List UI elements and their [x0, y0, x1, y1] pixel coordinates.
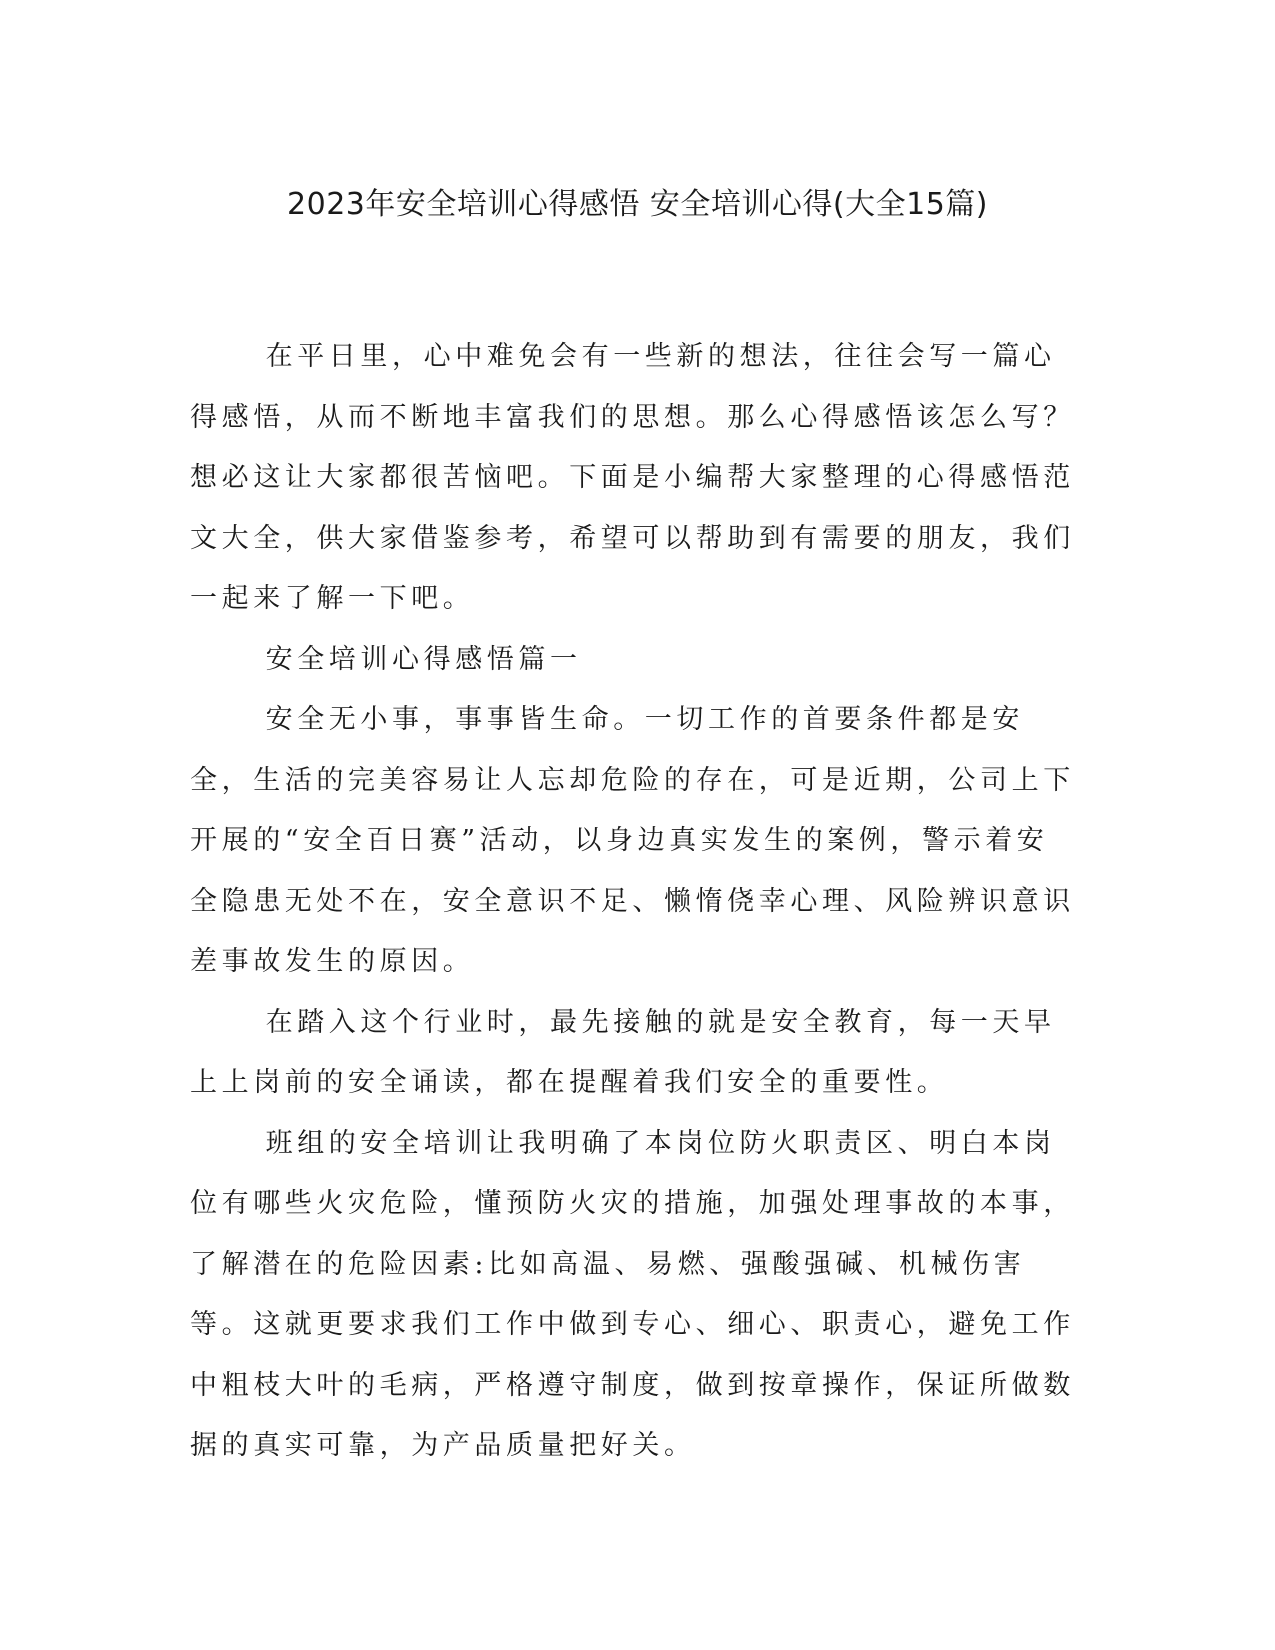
body-paragraph: 班组的安全培训让我明确了本岗位防火职责区、明白本岗位有哪些火灾危险，懂预防火灾的措施，加强处理事故的本事，了解潜在的危险因素:比如高温、易燃、强酸强碱、机械伤害等。这就更要求我们工作中做到专心、细心、职责心，避免工作中粗枝大叶的毛病，严格遵守制度，做到按章操作，保证所做数据的真实可靠，为产品质量把好关。	[190, 1127, 1075, 1461]
document-body	[190, 327, 1075, 1477]
document-title: 2023年安全培训心得感悟 安全培训心得(大全15篇)	[287, 187, 988, 222]
intro-paragraph: 在平日里，心中难免会有一些新的想法，往往会写一篇心得感悟，从而不断地丰富我们的思想。那么心得感悟该怎么写？想必这让大家都很苦恼吧。下面是小编帮大家整理的心得感悟范文大全，供大家借鉴参考，希望可以帮助到有需要的朋友，我们一起来了解一下吧。	[190, 341, 1075, 614]
section-heading: 安全培训心得感悟篇一	[265, 643, 582, 675]
body-paragraph: 安全无小事，事事皆生命。一切工作的首要条件都是安全，生活的完美容易让人忘却危险的存在，可是近期，公司上下开展的“安全百日赛”活动，以身边真实发生的案例，警示着安全隐患无处不在，安全意识不足、懒惰侥幸心理、风险辨识意识差事故发生的原因。	[190, 704, 1075, 977]
body-paragraph: 在踏入这个行业时，最先接触的就是安全教育，每一天早上上岗前的安全诵读，都在提醒着我们安全的重要性。	[190, 1006, 1056, 1098]
